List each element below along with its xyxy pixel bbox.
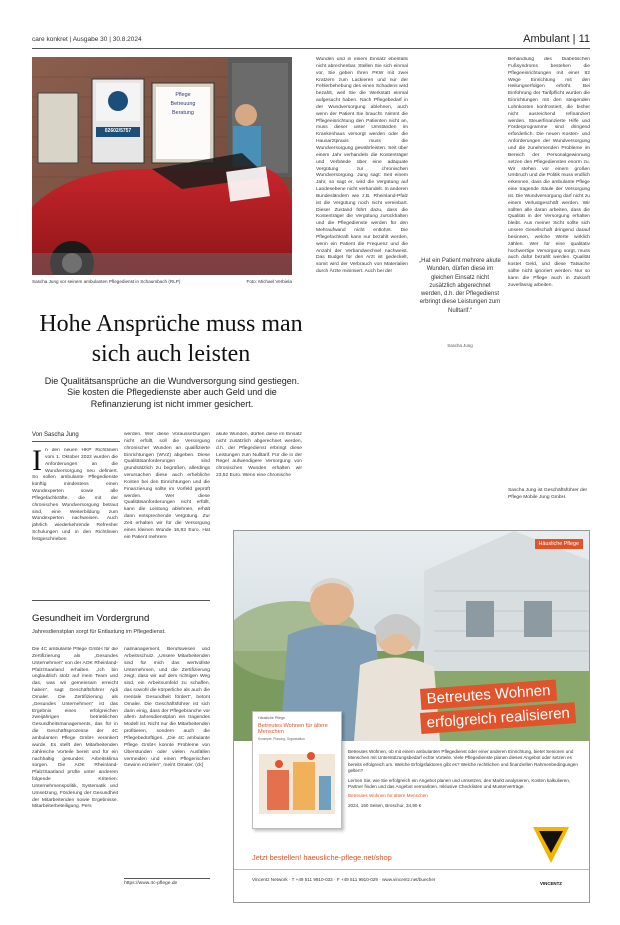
photo-caption	[32, 279, 292, 284]
header-divider	[32, 48, 590, 49]
advertisement[interactable]	[233, 530, 590, 903]
body-text: Die 4C ambulante Pflege GmbH für die Zertifizierung als „Gesundes Unternehmen“ von der AOK Rheinland-Pfalz/Saarland erhalten. „Ich bin unglaublich stolz auf mein Team und das, was wir gemeinsam erreicht haben“, sagt Geschäftsführer Ajdi Omaler. Die Zertifizierung als „Gesundes Unternehmen“ ist das Ergebnis eines erfolgreichen zweijährigen betrieblichen Gesundheitsmanagements, das für in die Geschäftsprozesse der 4C ambulanten Pflege GmbH verankert wurde. Es stellt den Mitarbeitenden zahlreiche Vorteile bereit und für ein nachhaltig gesundes Arbeitsklima sorgen. Die AOK Rheinland-Pfalz/Saarland prüfte unter anderem folgende Kriterien: Unternehmenspolitik, Systematik und Umsetzung, Förderung der Gesundheit der Mitarbeitenden sowie Ergebnisse. Mitarbeiterbeteiligung. Pers	[32, 647, 118, 810]
pull-quote-source: Sascha Jung	[447, 343, 473, 348]
sign-line: Pflege	[175, 92, 191, 98]
body-text: werden. Wer diese Voraussetzungen nicht erfüllt, soll die Versorgung chronischer Wunden an qualifizierte Einrichtungen (WVZ) abgeben. Diese Qualitätsanforderungen sind grundsätzlich zu begrüßen, allerdings verursachen diese auch erhebliche Kosten bei den Einrichtungen und die Finanzierung sollte im Vorfeld geprüft werden. Wer diese Qualitätsanforderungen nicht erfüllt, kann die Leistung ablehnen, erhält dann entsprechende Vergütung. Zur Zeit erhalten wir für die Versorgung eines kleinen Wunde 16,93 Euro. Hat ein Patient mehrere	[124, 432, 210, 540]
subsection-divider	[32, 600, 210, 601]
ad-book-name: Betreutes Wohnen für ältere Menschen	[348, 793, 428, 799]
vincentz-logo-icon	[529, 823, 573, 879]
author-note: Sascha Jung ist Geschäftsführer der Pflege Mobile Jung GmbH.	[508, 488, 588, 500]
body-text: nalmanagement, Berufswesen und Arbeitsschutz. „Unsere Mitarbeitenden sind für mich das wertvollste Unternehmen, und die Zertifizierung zeigt, dass wir auf dem richtigen Weg sind, ein Arbeitsumfeld zu schaffen, das sowohl die körperliche als auch die mentale Gesundheit fördert“, betont Omaler. Die Geschäftsführer ist sich darin einig, dass der Pflegebranche vor allem Jahresdienstplan ein tragendes Modell ist. Nicht nur die Mitarbeitenden profitieren, sondern auch die Pflegebedürftigen. „Die 4C ambulante Pflege GmbH konnte Probleme von Überstunden oder vielen Ausfällen vermeiden und einen Pflegerischen Gewinn erzielen“, meint Omaler. (ck)	[124, 647, 210, 769]
book-cover-illustration	[253, 744, 341, 818]
ad-description	[348, 749, 586, 812]
drop-cap: I	[32, 448, 42, 477]
body-column-1	[32, 448, 118, 588]
publisher-logo-text: VINCENTZ	[540, 881, 562, 886]
photo-illustration	[32, 57, 292, 275]
ad-photo	[234, 531, 590, 741]
ad-paragraph: Lernen Sie, wie Sie erfolgreich ein Angebot planen und umsetzen, den Markt analysieren, Kosten kalkulieren, Partner finden und das Angebot vermarkten. Inklusive Checklisten und Musterverträge.	[348, 777, 571, 790]
pull-quote: „Hat ein Patient mehrere akute Wunden, dürfen diese im gleichen Einsatz nicht zusätzlich abgerechnet werden, d.h. der Pflegedienst erbringt diese Leistungen zum Nulltarif.“	[419, 258, 501, 314]
book-subtitle: Konzepte, Planung, Organisation	[258, 736, 305, 741]
sign-line: Betreuung	[170, 101, 196, 107]
page-header-meta: care konkret | Ausgabe 30 | 30.8.2024	[32, 36, 142, 43]
body-column-5	[508, 57, 590, 481]
ad-badge: Häusliche Pflege	[535, 539, 583, 549]
caption-text: Sascha Jung vor seinem ambulanten Pflegedienst in Schaumbach (RLP)	[32, 279, 181, 284]
ad-banner-line1: Betreutes Wohnen	[420, 680, 557, 710]
byline-divider	[32, 441, 120, 442]
ad-book-details: 2024, 160 Seiten, Broschur, 34,90 €	[348, 802, 422, 808]
body-text: Wunden und in einem Einsatz ebenfalls nicht abrechenbar. Stellen Sie sich einmal vor, Sie geben Ihren PKW mit zwei Kratzern zum Lackieren und nur der Fehlerbehebung des einen Schadens wird bezahlt, weil Sie die Werkstatt einmal aufgesucht haben. Nach Pflegebedarf in der Wundversorgung ablehnen, auch wenn der Patient Sie braucht. Nimmt die Pflegeeinrichtung den Patienten nicht an, muss dieser unter Umständen im Krankenhaus versorgt werden oder die Hausarztpraxis muss die Wundversorgung gewährleisten. Seit über einem Jahr verhandeln die Kostenträger und Verbände über eine adäquate Vergütung zur chronischen Wundversorgung. Jung sagt: Seit einem Jahr, so sagt er, wird die Vergütung auf Landesebene nicht verhandelt. In anderen Bundesländern wie z.B. Rheinland-Pfalz ist die Vergütung noch nicht vereinbart. Dieser Zustand führt dazu, dass die Kostenträger die Vergütung zurückhalten und die Pflegedienste werden für den Mehraufwand nicht entlohnt. Die Pflegefachkraft kann nur bezahlt werden, wenn ein Patient die Frequenz und die Anzahl der Verbandwechsel nachweist. Das Budget für den Arzt ist gedeckelt, somit wird der Verbrauch von Materialien durch Ärzte minimiert. Auch bei der	[316, 57, 408, 275]
order-link[interactable]: Jetzt bestellen! haeusliche-pflege.net/shop	[252, 853, 392, 862]
book-cover[interactable]	[252, 711, 342, 829]
subsection-column-1	[32, 647, 118, 883]
sign-phone: 02602/5757	[104, 128, 132, 134]
subsection-column-2	[124, 647, 210, 873]
article-headline: Hohe Ansprüche muss man sich auch leisten	[39, 311, 303, 367]
body-text: n den neuen HKP Richtlinien vom 1. Oktober 2022 wurden die Anforderungen an die Wundversorgung neu definiert. So sollen ambulante Pflegedienste künftig mindestens einen Wundexperten sowie alle Pflegefachkräfte, die mit der chronischen Wundversorgung betraut sind, eine Weiterbildung zum Wundexperten nachweisen. Auch jährlich wiederkehrende Refresher Schulungen und in den Richtlinien festgeschrieben	[32, 448, 118, 542]
article-photo	[32, 57, 292, 275]
author-byline: Von Sascha Jung	[32, 432, 79, 438]
body-text: Behandlung des Diabetischen Fußsyndroms bestehen die Pflegeeinrichtungen mit einer 82 Wege Einrichtung mit den Heilungserfolgen erhöht. Bei Einführung der Tarifpflicht wurden die Einrichtungen mit den steigenden Lohnkosten konfrontiert, die bisher nicht ausreichend refinanziert werden. Steuerfinanzierte Hilfe und Förderprogramme sind dringend erforderlich. Die neuen Kosten- und Anforderungen der Wundversorgung und die zunehmenden Probleme im Bereich der Personalgewinnung setzen den Pflegediensten enorm zu. Wir stehen vor einem großen Umbruch und die Politik muss endlich erkennen, dass die ambulante Pflege eine tragende Säule der Versorgung ist. Die Wundversorgung darf nicht zu einem Verlustgeschäft werden. Wir sollten alle daran arbeiten, dass die Qualität in der Versorgung erhalten bleibt. Aus meiner Sicht sollte sich unsere Gesellschaft dringend darauf besinnen, welche Werte wirklich zählen. Wer für eine qualitativ hochwertige Versorgung sorgt, muss auch dafür bezahlt werden. Qualität kostet Geld, und diese Tatsache sollte nicht ignoriert werden. Nur so kann die Pflege auch in Zukunft zuverlässig arbeiten.	[508, 57, 590, 288]
book-series: Häusliche Pflege	[258, 716, 285, 720]
body-column-4	[316, 57, 408, 523]
book-title: Betreutes Wohnen für ältere Menschen	[258, 723, 328, 736]
ad-footer: Vincentz Network · T +49 511 9910-033 · F +49 511 9910-029 · www.vincentz.net/buecher	[252, 877, 436, 882]
ad-paragraph: Betreutes Wohnen, ob mit einem ambulanten Pflegedienst oder einer anderen Einrichtung, bietet Senioren und Menschen mit Unterstützungsbedarf echte Vorteile. Viele Pflegedienste planen dieses Angebot oder setzen es bereits erfolgreich um. Welche Erfolgsfaktoren gibt es? Welche rechtlichen und finanziellen Rahmenbedingungen gelten?	[348, 749, 578, 774]
body-column-3	[216, 432, 302, 478]
subsection-title: Gesundheit im Vordergrund	[32, 613, 150, 624]
body-text: akute Wunden, dürfen diese im Einsatz nicht zusätzlich abgerechnet werden, d.h. der Pflegedienst erbringt diese Leistungen zum Nulltarif. Für die in der Regel aufwendigere Versorgung von chronischen Wunden erhalten wir 23,52 Euro. Wenn eine chronische	[216, 432, 302, 478]
ad-banner-line2: erfolgreich realisieren	[420, 702, 576, 734]
subsection-lead: Jahresdienstplan sorgt für Entlastung im Pflegedienst.	[32, 629, 166, 635]
sign-line: Beratung	[172, 110, 194, 116]
photo-credit: Foto: Michael Verbiela	[246, 279, 292, 284]
body-column-2	[124, 432, 210, 592]
page-header-section: Ambulant | 11	[523, 33, 590, 45]
source-link[interactable]: https://www.4c-pflege.de	[124, 878, 210, 886]
article-lead: Die Qualitätsansprüche an die Wundversorgung sind gestiegen. Sie kosten die Pflegedienste aber auch Geld und die Refinanzierung ist nicht immer gesichert.	[44, 376, 300, 409]
